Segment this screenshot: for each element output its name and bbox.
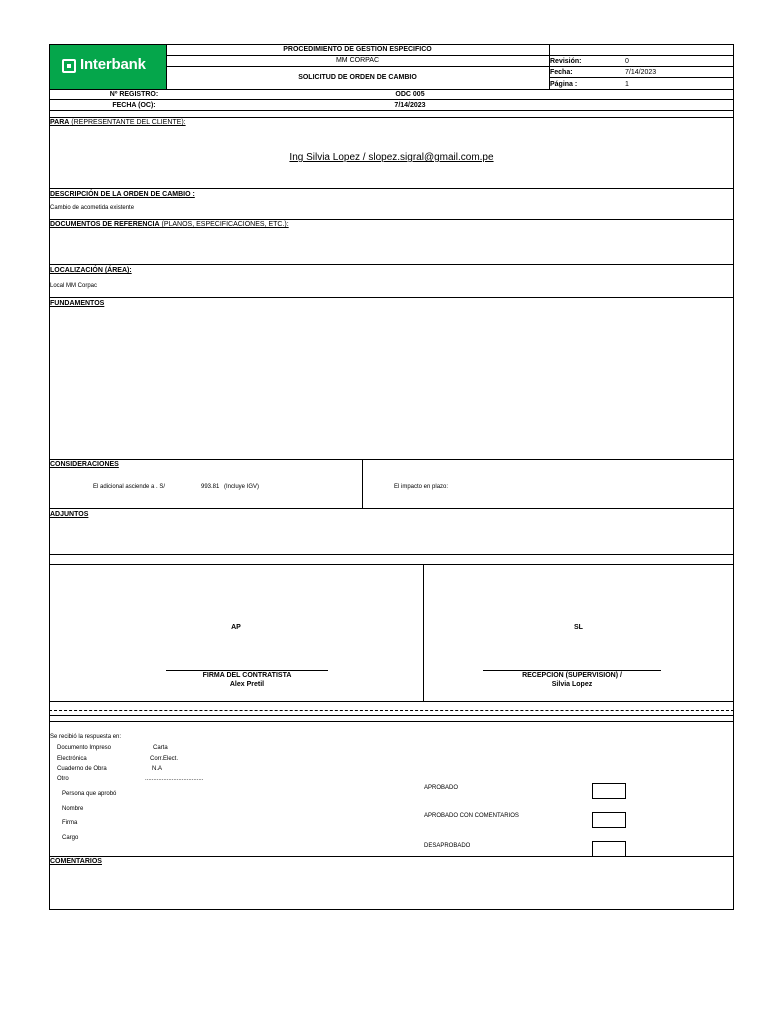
project-name: MM CORPAC <box>335 57 380 64</box>
adicional-amount: 993.81 <box>201 484 220 490</box>
respuesta-intro: Se recibió la respuesta en: <box>50 734 122 740</box>
localizacion-label: LOCALIZACIÓN (ÁREA): <box>50 267 132 274</box>
descripcion-value: Cambio de acometida existente <box>50 205 135 211</box>
fecha-oc-value: 7/14/2023 <box>394 102 426 109</box>
desaprobado-label: DESAPROBADO <box>424 843 471 849</box>
nombre-label: Nombre <box>62 806 84 812</box>
registro-value: ODC 005 <box>395 91 425 98</box>
cuaderno-option: Cuaderno de Obra <box>57 766 107 772</box>
para-value: Ing Silvia Lopez / slopez.sigral@gmail.com.pe <box>289 152 494 163</box>
supervision-name: Silvia Lopez <box>551 681 593 688</box>
localizacion-value: Local MM Corpac <box>50 283 98 289</box>
aprobado-checkbox[interactable] <box>592 783 626 799</box>
impacto-text: El impacto en plazo: <box>394 484 449 490</box>
interbank-logo <box>50 45 166 89</box>
electronica-option: Electrónica <box>57 756 87 762</box>
contratista-initials: AP <box>231 624 241 631</box>
na-option: N.A <box>152 766 163 772</box>
fecha-label: Fecha: <box>550 69 573 76</box>
cut-line <box>49 710 734 711</box>
desaprobado-checkbox[interactable] <box>592 841 626 857</box>
documento-impreso-option: Documento Impreso <box>57 745 112 751</box>
registro-label: Nº REGISTRO: <box>109 91 159 98</box>
carta-option: Carta <box>153 745 168 751</box>
para-label: PARA (REPRESENTANTE DEL CLIENTE): <box>50 119 186 126</box>
pagina-label: Página : <box>550 81 578 88</box>
interbank-logo-icon <box>62 59 76 73</box>
procedure-title: PROCEDIMIENTO DE GESTION ESPECIFICO <box>283 46 432 53</box>
cargo-label: Cargo <box>62 835 79 841</box>
firma-label: Firma <box>62 820 78 826</box>
brand-name: Interbank <box>80 56 146 73</box>
aprobado-comentarios-checkbox[interactable] <box>592 812 626 828</box>
consideraciones-label: CONSIDERACIONES <box>50 461 119 468</box>
persona-label: Persona que aprobó <box>62 791 117 797</box>
aprobado-comentarios-label: APROBADO CON COMENTARIOS <box>424 813 519 819</box>
fecha-oc-label: FECHA (OC): <box>112 102 156 109</box>
form-title: SOLICITUD DE ORDEN DE CAMBIO <box>298 74 417 81</box>
supervision-initials: SL <box>574 624 583 631</box>
corr-elect-option: Corr.Elect. <box>150 756 179 762</box>
revision-label: Revisión: <box>550 58 582 65</box>
otro-dots: ................................... <box>145 776 204 782</box>
otro-option: Otro <box>57 776 69 782</box>
adjuntos-label: ADJUNTOS <box>50 511 89 518</box>
contratista-role: FIRMA DEL CONTRATISTA <box>202 672 292 679</box>
supervision-role: RECEPCION (SUPERVISION) / <box>522 672 622 679</box>
fundamentos-label: FUNDAMENTOS <box>50 300 105 307</box>
fecha-value: 7/14/2023 <box>625 69 657 76</box>
comentarios-label: COMENTARIOS <box>50 858 102 865</box>
contratista-name: Alex Pretil <box>229 681 265 688</box>
adicional-note: (Incluye IGV) <box>224 484 260 490</box>
aprobado-label: APROBADO <box>424 785 459 791</box>
revision-value: 0 <box>625 58 629 65</box>
pagina-value: 1 <box>625 81 629 88</box>
documentos-label: DOCUMENTOS DE REFERENCIA (PLANOS, ESPECIFICACIONES, ETC.): <box>50 221 289 228</box>
descripcion-label: DESCRIPCIÓN DE LA ORDEN DE CAMBIO : <box>50 191 195 198</box>
adicional-text: El adicional asciende a . S/ <box>93 484 166 490</box>
